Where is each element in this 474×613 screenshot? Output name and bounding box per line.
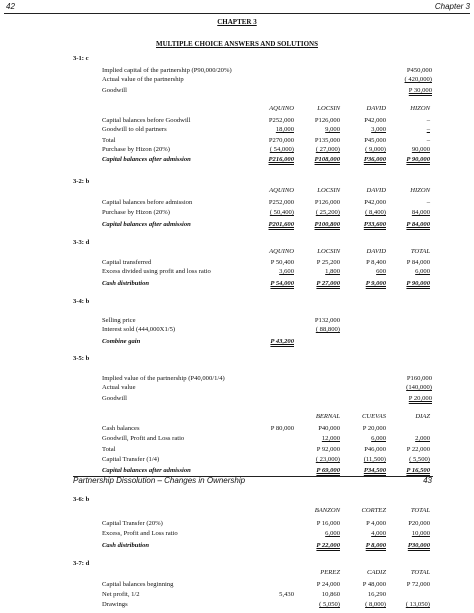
column-header: HIZON — [410, 187, 430, 194]
line-description: Actual value of the partnership — [102, 76, 184, 83]
cell: ( 25,200) — [315, 209, 340, 216]
line-description: Implied capital of the partnership (P90,000/20%) — [102, 67, 232, 74]
column-header: PEREZ — [320, 569, 340, 576]
cell: 2,000 — [415, 435, 430, 442]
cell: P 50,400 — [270, 259, 294, 266]
line-description: Combine gain — [102, 338, 141, 345]
cell: – — [426, 199, 430, 206]
row-label: Capital balances after admission — [102, 467, 191, 474]
cell: 18,000 — [275, 126, 294, 133]
cell: P216,000 — [268, 156, 294, 163]
problem-label: 3-1: c — [73, 55, 89, 62]
cell: 6,000 — [371, 435, 386, 442]
line-amount: P132,000 — [314, 317, 340, 324]
cell: P34,500 — [363, 467, 386, 474]
cell: – — [426, 126, 430, 133]
cell: P33,600 — [363, 221, 386, 228]
cell: 3,000 — [371, 126, 386, 133]
column-header: DAVID — [366, 248, 386, 255]
cell: 6,000 — [415, 268, 430, 275]
column-header: LOCSIN — [317, 105, 340, 112]
header-rule — [4, 13, 470, 14]
column-header: CADIZ — [366, 569, 386, 576]
cell: P252,000 — [268, 199, 294, 206]
column-header: LOCSIN — [317, 248, 340, 255]
cell: 1,800 — [325, 268, 340, 275]
cell: ( 50,400) — [269, 209, 294, 216]
cell: P 27,000 — [316, 280, 340, 287]
cell: P 90,000 — [406, 156, 430, 163]
column-header: CORTEZ — [361, 507, 386, 514]
cell: P 20,000 — [362, 425, 386, 432]
column-header: CUEVAS — [361, 413, 386, 420]
cell: P 84,000 — [406, 259, 430, 266]
cell: P 4,000 — [366, 520, 386, 527]
row-label: Goodwill to old partners — [102, 126, 167, 133]
row-label: Capital balances beginning — [102, 581, 174, 588]
cell: P 16,500 — [406, 467, 430, 474]
line-description: Goodwill — [102, 87, 127, 94]
cell: ( 5,050) — [319, 601, 340, 608]
cell: 10,000 — [411, 530, 430, 537]
row-label: Excess divided using profit and loss ratio — [102, 268, 211, 275]
row-label: Capital Transfer (1/4) — [102, 456, 160, 463]
cell: P 84,000 — [406, 221, 430, 228]
cell: P 90,000 — [406, 280, 430, 287]
line-description: Implied value of the partnership (P40,000/1/4) — [102, 375, 225, 382]
column-header: BANZON — [314, 507, 340, 514]
cell: P36,000 — [363, 156, 386, 163]
cell: 600 — [376, 268, 386, 275]
line-amount: P 20,000 — [408, 395, 432, 402]
line-amount: (140,000) — [406, 384, 432, 391]
column-header: LOCSIN — [317, 187, 340, 194]
cell: P 9,000 — [365, 280, 386, 287]
line-amount: P450,000 — [406, 67, 432, 74]
row-label: Purchase by Hizon (20%) — [102, 209, 170, 216]
cell: ( 8,400) — [365, 209, 386, 216]
row-label: Cash distribution — [102, 280, 150, 287]
row-label: Capital Transfer (20%) — [102, 520, 163, 527]
cell: P42,000 — [364, 117, 386, 124]
row-label: Excess, Profit and Loss ratio — [102, 530, 178, 537]
column-header: DAVID — [366, 187, 386, 194]
cell: (11,500) — [363, 456, 386, 463]
row-label: Capital balances after admission — [102, 156, 191, 163]
row-label: Total — [102, 446, 116, 453]
row-label: Net profit, 1/2 — [102, 591, 140, 598]
cell: P 16,000 — [316, 520, 340, 527]
cell: P 8,000 — [365, 542, 386, 549]
column-header: AQUINO — [269, 248, 294, 255]
column-header: BERNAL — [315, 413, 340, 420]
page-number: 42 — [6, 2, 15, 11]
line-description: Goodwill — [102, 395, 127, 402]
line-amount: P 43,200 — [270, 338, 294, 345]
row-label: Capital balances before Goodwill — [102, 117, 191, 124]
cell: ( 27,000) — [315, 146, 340, 153]
column-header: AQUINO — [269, 187, 294, 194]
cell: P 22,000 — [316, 542, 340, 549]
cell: P20,000 — [408, 520, 430, 527]
chapter-title: CHAPTER 3 — [217, 18, 257, 26]
problem-label: 3-7: d — [73, 560, 90, 567]
cell: P135,000 — [314, 137, 340, 144]
cell: ( 5,500) — [409, 456, 430, 463]
column-header: AQUINO — [269, 105, 294, 112]
row-label: Capital balances before admission — [102, 199, 193, 206]
cell: 4,000 — [371, 530, 386, 537]
cell: P126,000 — [314, 199, 340, 206]
cell: P 25,200 — [316, 259, 340, 266]
cell: P 8,400 — [366, 259, 386, 266]
cell: P42,000 — [364, 199, 386, 206]
cell: P 80,000 — [270, 425, 294, 432]
cell: P270,000 — [268, 137, 294, 144]
cell: ( 9,000) — [365, 146, 386, 153]
column-header: DIAZ — [415, 413, 430, 420]
cell: 5,430 — [279, 591, 294, 598]
cell: – — [426, 137, 430, 144]
cell: 84,000 — [411, 209, 430, 216]
cell: P 22,000 — [406, 446, 430, 453]
cell: 90,000 — [411, 146, 430, 153]
problem-label: 3-5: b — [73, 355, 90, 362]
problem-label: 3-2: b — [73, 178, 90, 185]
row-label: Purchase by Hizon (20%) — [102, 146, 170, 153]
problem-label: 3-6: b — [73, 496, 90, 503]
column-header: TOTAL — [410, 507, 430, 514]
cell: P100,800 — [314, 221, 340, 228]
row-label: Cash distribution — [102, 542, 150, 549]
cell: P46,000 — [364, 446, 386, 453]
problem-label: 3-4: b — [73, 298, 90, 305]
cell: ( 23,000) — [315, 456, 340, 463]
problem-label: 3-3: d — [73, 239, 90, 246]
line-amount: ( 88,800) — [315, 326, 340, 333]
cell: 10,860 — [321, 591, 340, 598]
cell: P 69,000 — [316, 467, 340, 474]
footer-title: Partnership Dissolution – Changes in Ownership — [73, 476, 246, 485]
cell: P108,000 — [314, 156, 340, 163]
row-label: Capital balances after admission — [102, 221, 191, 228]
cell: P 92,000 — [316, 446, 340, 453]
column-header: TOTAL — [410, 248, 430, 255]
cell: ( 13,050) — [405, 601, 430, 608]
row-label: Cash balances — [102, 425, 140, 432]
column-header: DAVID — [366, 105, 386, 112]
line-amount: ( 420,000) — [404, 76, 432, 83]
row-label: Capital transferred — [102, 259, 152, 266]
cell: 12,000 — [321, 435, 340, 442]
cell: ( 54,000) — [269, 146, 294, 153]
chapter-label: Chapter 3 — [434, 2, 470, 11]
cell: 6,000 — [325, 530, 340, 537]
line-description: Actual value — [102, 384, 136, 391]
cell: P45,000 — [364, 137, 386, 144]
cell: P40,000 — [318, 425, 340, 432]
section-title: MULTIPLE CHOICE ANSWERS AND SOLUTIONS — [156, 40, 318, 48]
cell: P 54,000 — [270, 280, 294, 287]
column-header: HIZON — [410, 105, 430, 112]
cell: P 48,000 — [362, 581, 386, 588]
row-label: Goodwill, Profit and Loss ratio — [102, 435, 185, 442]
column-header: TOTAL — [410, 569, 430, 576]
line-description: Selling price — [102, 317, 136, 324]
line-description: Interest sold (444,000X1/5) — [102, 326, 176, 333]
row-label: Total — [102, 137, 116, 144]
cell: P 72,000 — [406, 581, 430, 588]
cell: – — [426, 117, 430, 124]
cell: P252,000 — [268, 117, 294, 124]
cell: 9,000 — [325, 126, 340, 133]
cell: P 24,000 — [316, 581, 340, 588]
cell: 3,600 — [279, 268, 294, 275]
cell: P126,000 — [314, 117, 340, 124]
cell: 16,290 — [367, 591, 386, 598]
line-amount: P 30,000 — [408, 87, 432, 94]
row-label: Drawings — [102, 601, 128, 608]
cell: P201,600 — [268, 221, 294, 228]
line-amount: P160,000 — [406, 375, 432, 382]
footer-page-number: 43 — [423, 476, 432, 485]
cell: P30,000 — [407, 542, 430, 549]
cell: ( 8,000) — [365, 601, 386, 608]
